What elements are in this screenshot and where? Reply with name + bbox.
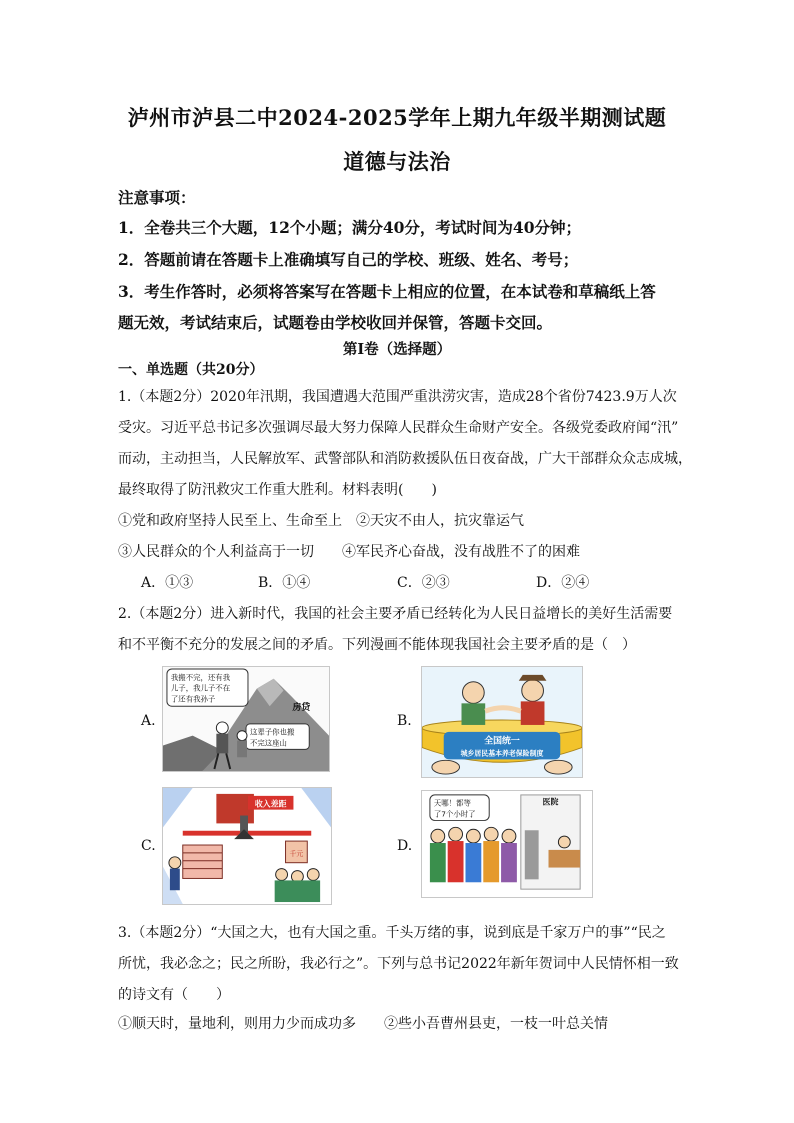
cartoon-d-bubble-line-1: 天哪！都等 [433, 798, 471, 808]
q2-line-1: 2.（本题2分）进入新时代，我国的社会主要矛盾已经转化为人民日益增长的美好生活需要 [118, 606, 673, 622]
q3-statements-1: ①顺天时，量地利，则用力少而成功多 ②些小吾曹州县吏，一枝一叶总关情 [118, 1016, 608, 1032]
cartoon-c-image[interactable] [162, 787, 332, 905]
q2-label-b[interactable]: B. [397, 713, 412, 729]
q2-label-c[interactable]: C. [141, 838, 156, 854]
q2-label-d[interactable]: D. [397, 838, 413, 854]
q1-line-4: 最终取得了防汛救灾工作重大胜利。材料表明( ) [118, 482, 437, 498]
q1-line-1: 1.（本题2分）2020年汛期，我国遭遇大范围严重洪涝灾害，造成28个省份7423.9万人次 [118, 389, 677, 405]
cartoon-a-reply-line-1: 这辈子你也搬 [249, 727, 295, 737]
cartoon-a-mountain-label: 房贷 [292, 703, 311, 714]
cartoon-b-image[interactable] [421, 666, 583, 778]
exam-title: 泸州市泸县二中2024-2025学年上期九年级半期测试题 [127, 105, 667, 130]
q1-line-3: 而动，主动担当，人民解放军、武警部队和消防救援队伍日夜奋战，广大干部群众众志成城， [118, 451, 692, 467]
cartoon-b-banner-2: 城乡居民基本养老保险制度 [460, 749, 544, 758]
notice-item-2: 2．答题前请在答题卡上准确填写自己的学校、班级、姓名、考号； [118, 250, 579, 269]
cartoon-a-bubble-line-2: 儿子，我儿子不在 [170, 683, 231, 693]
cartoon-d-hospital: 医院 [542, 797, 559, 807]
section-title: 第Ⅰ卷（选择题） [342, 341, 452, 358]
cartoon-d-image[interactable] [421, 790, 593, 898]
notice-item-3: 3．考生作答时，必须将答案写在答题卡上相应的位置，在本试卷和草稿纸上答 [118, 282, 656, 301]
cartoon-a-image[interactable] [162, 666, 330, 772]
q1-option-c[interactable]: C．②③ [397, 575, 450, 591]
cartoon-a-bubble-line-1: 我搬不完，还有我 [170, 672, 231, 682]
q3-line-2: 所忧，我必念之；民之所盼，我必行之”。下列与总书记2022年新年贺词中人民情怀相一致 [118, 956, 679, 972]
q1-option-d[interactable]: D．②④ [536, 575, 590, 591]
q3-line-3: 的诗文有（ ） [118, 987, 230, 1003]
notice-item-3-cont: 题无效，考试结束后，试题卷由学校收回并保管，答题卡交回。 [118, 313, 553, 332]
notice-item-1: 1．全卷共三个大题，12个小题；满分40分，考试时间为40分钟； [118, 218, 581, 237]
cartoon-d-bubble-line-2: 了7个小时了 [433, 809, 476, 819]
q1-line-2: 受灾。习近平总书记多次强调尽最大努力保障人民群众生命财产安全。各级党委政府闻“汛” [118, 420, 679, 436]
notice-heading: 注意事项： [118, 188, 196, 207]
q2-line-2: 和不平衡不充分的发展之间的矛盾。下列漫画不能体现我国社会主要矛盾的是（ ） [118, 637, 636, 653]
cartoon-c-sign: 收入差距 [254, 799, 287, 809]
cartoon-c-weight: 千元 [289, 849, 304, 858]
cartoon-a-reply-line-2: 不完这座山 [249, 738, 287, 748]
cartoon-b-banner-1: 全国统一 [484, 736, 520, 747]
part-one-heading: 一、单选题（共20分） [118, 362, 264, 378]
exam-subject: 道德与法治 [343, 149, 451, 174]
q2-label-a[interactable]: A. [141, 713, 156, 729]
q1-statements-1: ①党和政府坚持人民至上、生命至上 ②天灾不由人，抗灾靠运气 [118, 513, 524, 529]
q1-option-b[interactable]: B．①④ [258, 575, 311, 591]
q3-line-1: 3.（本题2分）“大国之大，也有大国之重。千头万绪的事，说到底是千家万户的事”“民之 [118, 925, 666, 941]
cartoon-a-bubble-line-3: 了还有我孙子 [170, 694, 216, 704]
q1-statements-2: ③人民群众的个人利益高于一切 ④军民齐心奋战，没有战胜不了的困难 [118, 544, 580, 560]
q1-option-a[interactable]: A．①③ [141, 575, 194, 591]
